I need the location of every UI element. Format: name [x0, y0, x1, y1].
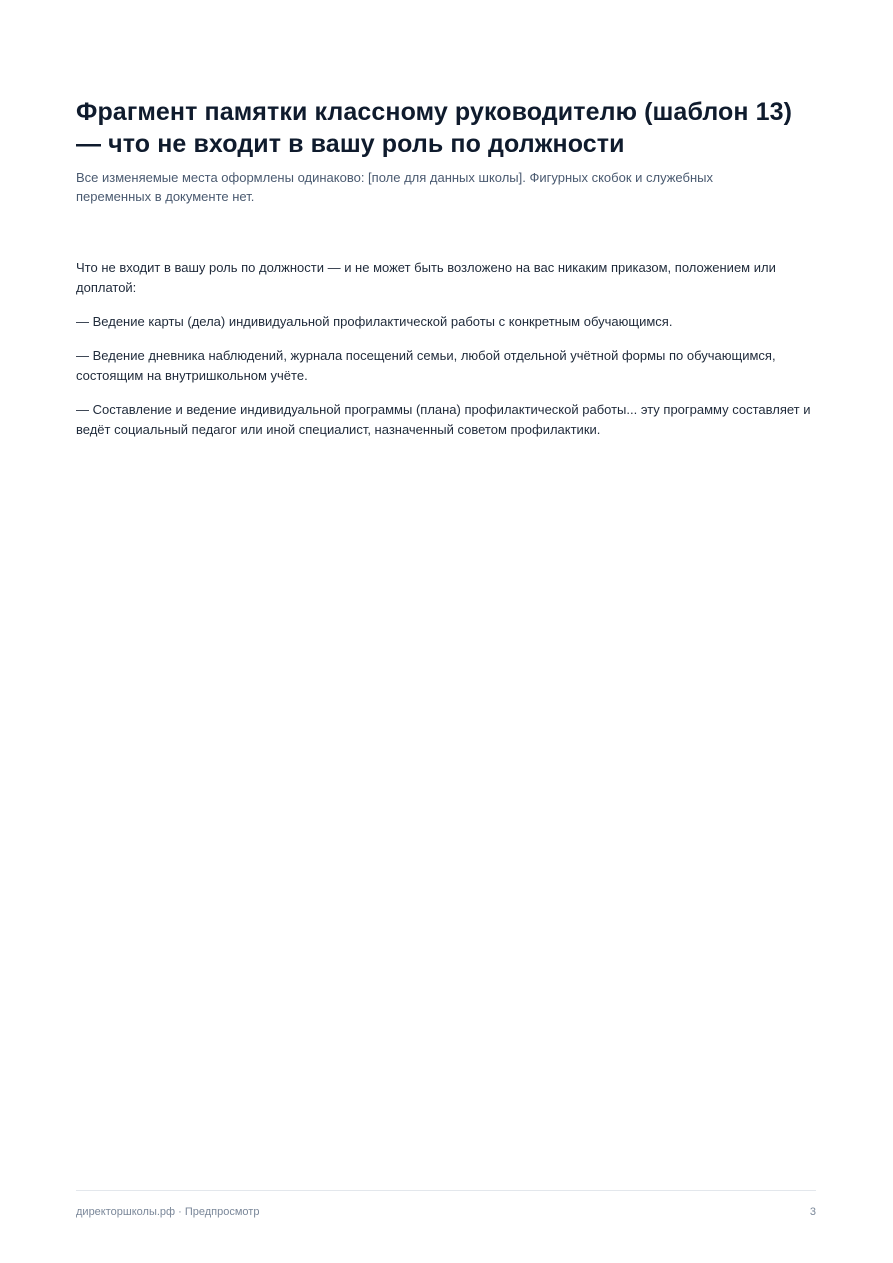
document-subtitle: Все изменяемые места оформлены одинаково: [поле для данных школы]. Фигурных скобок и служебных переменных в документе нет. — [76, 170, 713, 204]
document-body — [76, 258, 816, 440]
footer-divider — [76, 1190, 816, 1191]
document-title: Фрагмент памятки классному руководителю (шаблон 13) — что не входит в вашу роль по должности — [76, 98, 793, 158]
list-item: — Ведение дневника наблюдений, журнала посещений семьи, любой отдельной учётной формы по обучающимся, состоящим на внутришкольном учёте. — [76, 348, 776, 383]
page-number: 3 — [809, 1206, 816, 1218]
intro-paragraph: Что не входит в вашу роль по должности — и не может быть возложено на вас никаким приказом, положением или доплатой: — [76, 260, 776, 295]
footer-site-label: директоршколы.рф · Предпросмотр — [76, 1206, 260, 1218]
document-page — [76, 96, 816, 454]
list-item: — Ведение карты (дела) индивидуальной профилактической работы с конкретным обучающимся. — [76, 314, 673, 329]
list-item: — Составление и ведение индивидуальной программы (плана) профилактической работы... эту программу составляет и ведёт социальный педагог или иной специалист, назначенный советом профилактики. — [76, 402, 811, 437]
